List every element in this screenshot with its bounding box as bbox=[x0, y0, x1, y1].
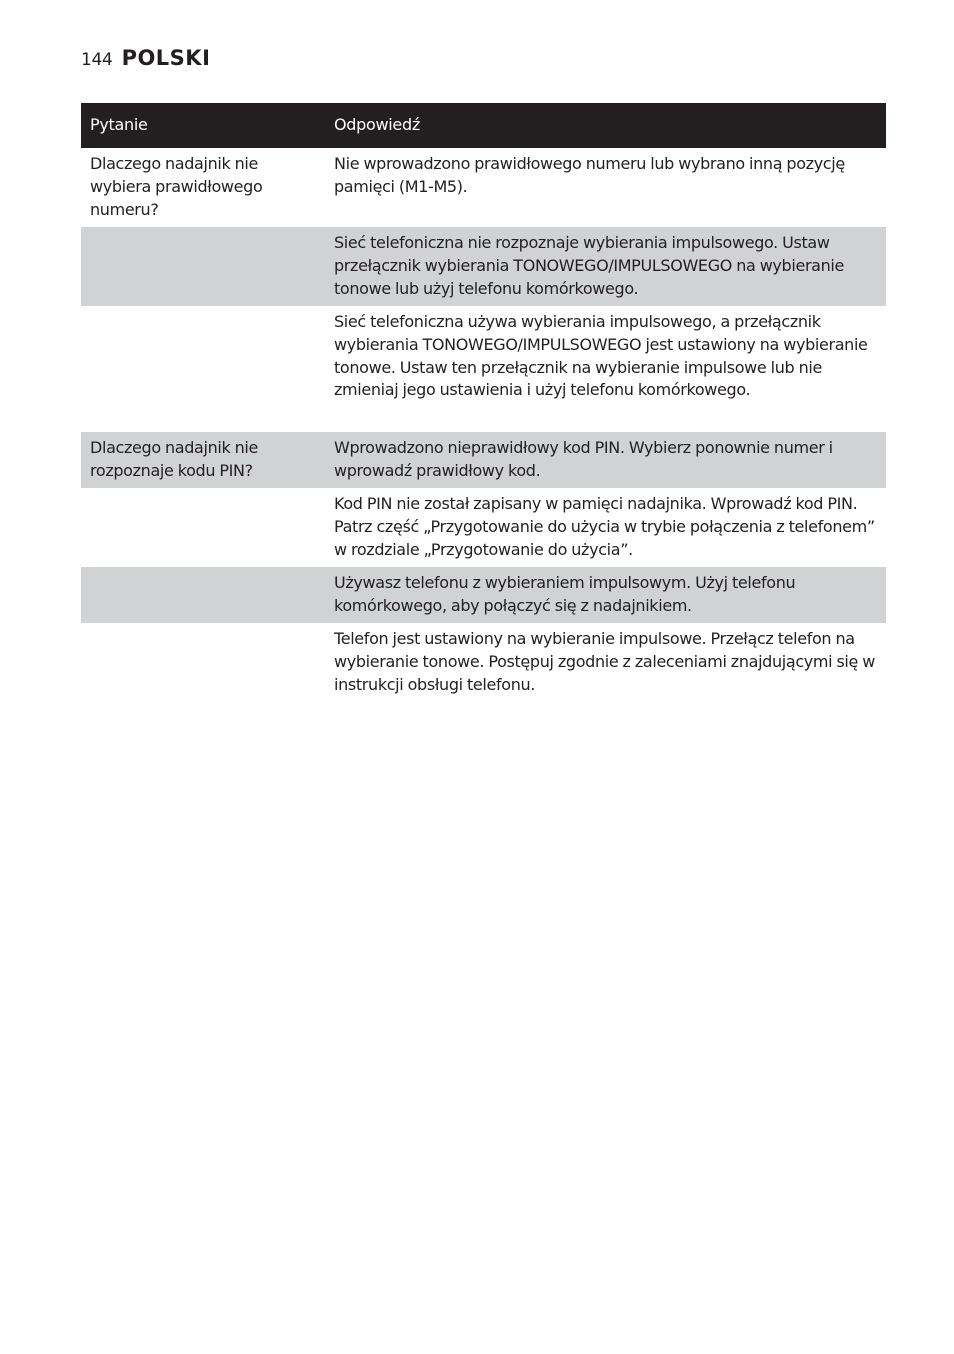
answer-cell: Używasz telefonu z wybieraniem impulsowym. Użyj telefonu komórkowego, aby połączyć się z nadajnikiem. bbox=[325, 567, 886, 623]
page-header bbox=[81, 46, 210, 70]
table-body bbox=[81, 148, 886, 702]
answer-cell: Sieć telefoniczna używa wybierania impulsowego, a przełącznik wybierania TONOWEGO/IMPULSOWEGO jest ustawiony na wybieranie tonowe. Ustaw ten przełącznik na wybieranie impulsowe lub nie zmieniaj jego ustawienia i użyj telefonu komórkowego. bbox=[334, 312, 868, 400]
answer-cell: Telefon jest ustawiony na wybieranie impulsowe. Przełącz telefon na wybieranie tonowe. Postępuj zgodnie z zaleceniami znajdującymi się w instrukcji obsługi telefonu. bbox=[334, 629, 875, 694]
question-cell: Dlaczego nadajnik nie wybiera prawidłowego numeru? bbox=[90, 154, 263, 219]
question-cell bbox=[81, 227, 325, 306]
answer-cell: Kod PIN nie został zapisany w pamięci nadajnika. Wprowadź kod PIN. Patrz część „Przygotowanie do użycia w trybie połączenia z telefonem” w rozdziale „Przygotowanie do użycia”. bbox=[334, 494, 875, 559]
table-row bbox=[81, 623, 886, 702]
table-header-row bbox=[81, 103, 886, 148]
header-answer: Odpowiedź bbox=[325, 103, 886, 148]
header-question: Pytanie bbox=[81, 103, 325, 148]
answer-cell: Wprowadzono nieprawidłowy kod PIN. Wybierz ponownie numer i wprowadź prawidłowy kod. bbox=[325, 432, 886, 488]
table-row bbox=[81, 227, 886, 306]
table-row bbox=[81, 306, 886, 432]
table-row bbox=[81, 488, 886, 567]
question-cell: Dlaczego nadajnik nie rozpoznaje kodu PIN? bbox=[81, 432, 325, 488]
table-row bbox=[81, 432, 886, 488]
question-cell bbox=[81, 488, 325, 567]
section-title: POLSKI bbox=[121, 46, 211, 70]
answer-cell: Sieć telefoniczna nie rozpoznaje wybierania impulsowego. Ustaw przełącznik wybierania TONOWEGO/IMPULSOWEGO na wybieranie tonowe lub użyj telefonu komórkowego. bbox=[325, 227, 886, 306]
question-cell bbox=[81, 306, 325, 432]
question-cell bbox=[81, 623, 325, 702]
page-number: 144 bbox=[81, 50, 113, 70]
table-row bbox=[81, 148, 886, 227]
faq-table bbox=[81, 103, 886, 702]
table-row bbox=[81, 567, 886, 623]
answer-cell: Nie wprowadzono prawidłowego numeru lub wybrano inną pozycję pamięci (M1-M5). bbox=[334, 154, 845, 196]
question-cell bbox=[81, 567, 325, 623]
